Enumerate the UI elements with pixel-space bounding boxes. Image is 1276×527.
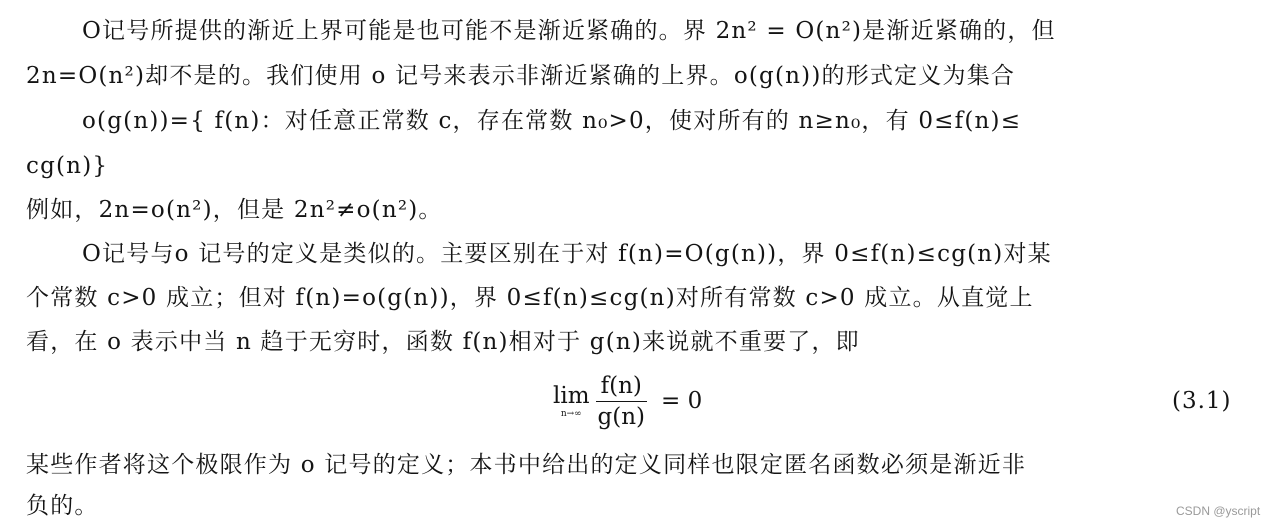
csdn-watermark: CSDN @yscript xyxy=(1176,504,1261,518)
fraction-bar xyxy=(596,401,647,402)
paragraph-line: 负的。 xyxy=(26,493,99,519)
equation-rhs: = 0 xyxy=(661,388,703,414)
limit-operator xyxy=(553,383,590,419)
paragraph-line: O记号与o 记号的定义是类似的。主要区别在于对 f(n)=O(g(n))，界 0≤f(n)≤cg(n)对某 xyxy=(82,241,1052,267)
equation-number: (3.1) xyxy=(1172,388,1232,414)
fraction-numerator: f(n) xyxy=(600,372,642,399)
limit-equation xyxy=(553,370,702,432)
set-definition-line: o(g(n))={ f(n)：对任意正常数 c，存在常数 n₀>0，使对所有的 n≥n₀，有 0≤f(n)≤ xyxy=(82,108,1022,134)
paragraph-line: 个常数 c>0 成立；但对 f(n)=o(g(n))，界 0≤f(n)≤cg(n)对所有常数 c>0 成立。从直觉上 xyxy=(26,285,1034,311)
lim-subscript: n→∞ xyxy=(560,409,582,419)
paragraph-line: 看，在 o 表示中当 n 趋于无穷时，函数 f(n)相对于 g(n)来说就不重要了，即 xyxy=(26,329,860,355)
example-line: 例如，2n=o(n²)，但是 2n²≠o(n²)。 xyxy=(26,197,443,223)
lim-word: lim xyxy=(553,383,590,409)
fraction-denominator: g(n) xyxy=(597,403,646,430)
paragraph-line: O记号所提供的渐近上界可能是也可能不是渐近紧确的。界 2n² = O(n²)是渐近紧确的，但 xyxy=(82,18,1056,44)
paragraph-line: 某些作者将这个极限作为 o 记号的定义；本书中给出的定义同样也限定匿名函数必须是渐近非 xyxy=(26,452,1027,478)
fraction xyxy=(596,373,647,430)
set-definition-line: cg(n)} xyxy=(26,153,109,179)
paragraph-line: 2n=O(n²)却不是的。我们使用 o 记号来表示非渐近紧确的上界。o(g(n))的形式定义为集合 xyxy=(26,63,1016,89)
